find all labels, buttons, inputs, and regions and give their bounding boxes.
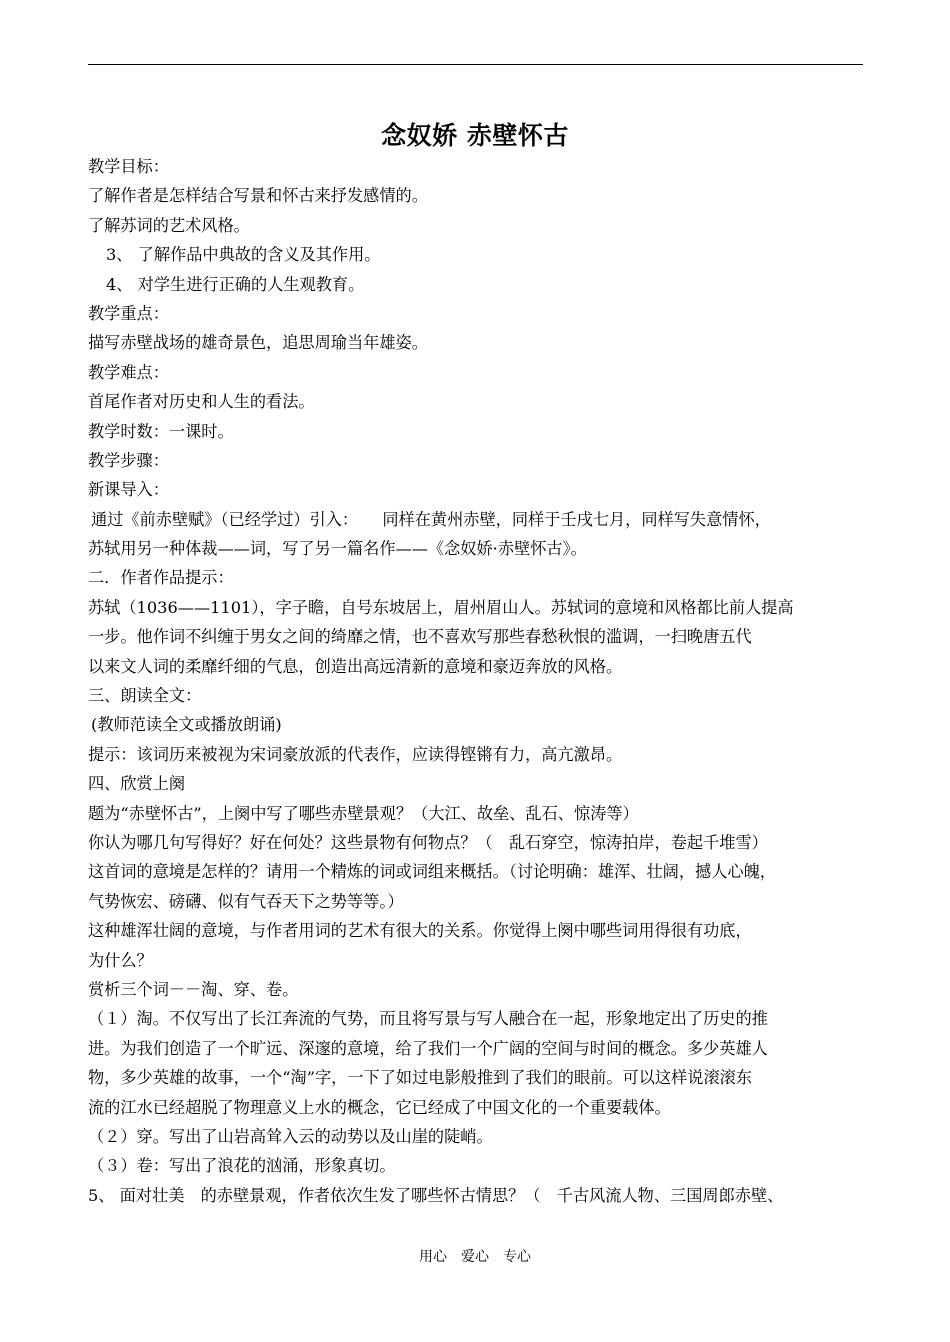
- text-line: 了解作者是怎样结合写景和怀古来抒发感情的。: [88, 186, 428, 206]
- text-line: (教师范读全文或播放朗诵): [91, 715, 282, 735]
- text-line: 5、 面对壮美 的赤壁景观，作者依次生发了哪些怀古情思？（ 千古风流人物、三国周郎赤壁、: [88, 1185, 784, 1205]
- text-line: 四、欣赏上阕: [88, 774, 186, 794]
- text-line: （３）卷：写出了浪花的汹涌，形象真切。: [88, 1156, 396, 1176]
- text-line: 3、 了解作品中典故的含义及其作用。: [106, 245, 381, 265]
- text-line: （１）淘。不仅写出了长江奔流的气势，而且将写景与写人融合在一起，形象地定出了历史的推: [88, 1009, 768, 1029]
- text-line: 教学重点：: [88, 303, 169, 323]
- text-line: 这首词的意境是怎样的？请用一个精炼的词或词组来概括。（讨论明确：雄浑、壮阔，撼人心魄，: [88, 862, 776, 882]
- text-line: 描写赤壁战场的雄奇景色，追思周瑜当年雄姿。: [88, 333, 428, 353]
- text-line: 流的江水已经超脱了物理意义上水的概念，它已经成了中国文化的一个重要载体。: [88, 1097, 671, 1117]
- text-line: 苏轼（1036——1101），字子瞻，自号东坡居上，眉州眉山人。苏轼词的意境和风格都比前人提高: [88, 597, 794, 617]
- text-line: 教学目标：: [88, 157, 169, 176]
- text-line: 提示：该词历来被视为宋词豪放派的代表作，应读得铿锵有力，高亢激昂。: [88, 744, 623, 764]
- text-line: 新课导入：: [88, 480, 169, 500]
- text-line: 首尾作者对历史和人生的看法。: [88, 392, 315, 412]
- text-line: 三、朗读全文：: [88, 686, 202, 706]
- text-line: 教学步骤：: [88, 450, 169, 470]
- text-line: 教学时数：一课时。: [88, 421, 234, 441]
- text-line: 为什么？: [88, 950, 153, 970]
- text-line: 以来文人词的柔靡纤细的气息，创造出高远清新的意境和豪迈奔放的风格。: [88, 656, 623, 676]
- text-line: 物，多少英雄的故事，一个“淘”字，一下了如过电影般推到了我们的眼前。可以这样说滚滚东: [88, 1068, 753, 1088]
- text-line: 赏析三个词－－淘、穿、卷。: [88, 979, 299, 999]
- text-line: 了解苏词的艺术风格。: [88, 215, 250, 235]
- text-line: 你认为哪几句写得好？好在何处？这些景物有何物点？（ 乱石穿空，惊涛拍岸，卷起千堆雪）: [88, 832, 768, 852]
- text-line: 一步。他作词不纠缠于男女之间的绮靡之情，也不喜欢写那些春愁秋恨的滥调，一扫晚唐五代: [88, 627, 752, 647]
- text-line: 4、 对学生进行正确的人生观教育。: [106, 274, 365, 294]
- page-footer: 用心 爱心 专心: [419, 1249, 531, 1265]
- document-title: 念奴娇 赤壁怀古: [381, 121, 569, 150]
- text-line: 苏轼用另一种体裁——词，写了另一篇名作——《念奴娇·赤壁怀古》。: [88, 539, 587, 559]
- document-body: [88, 152, 866, 1210]
- text-line: 题为“赤壁怀古”，上阕中写了哪些赤壁景观？（大江、故垒、乱石、惊涛等）: [88, 803, 639, 823]
- text-line: 二．作者作品提示：: [88, 568, 234, 588]
- text-line: 教学难点：: [88, 362, 169, 382]
- text-line: 这种雄浑壮阔的意境，与作者用词的艺术有很大的关系。你觉得上阕中哪些词用得很有功底，: [88, 921, 752, 941]
- text-line: 进。为我们创造了一个旷远、深邃的意境，给了我们一个广阔的空间与时间的概念。多少英雄人: [88, 1038, 768, 1058]
- header-rule: [88, 64, 863, 65]
- text-line: 气势恢宏、磅礴、似有气吞天下之势等等。）: [88, 891, 404, 911]
- text-line: 通过《前赤壁赋》（已经学过）引入： 同样在黄州赤壁，同样于壬戌七月，同样写失意情怀，: [91, 509, 771, 529]
- text-line: （２）穿。写出了山岩高耸入云的动势以及山崖的陡峭。: [88, 1126, 493, 1146]
